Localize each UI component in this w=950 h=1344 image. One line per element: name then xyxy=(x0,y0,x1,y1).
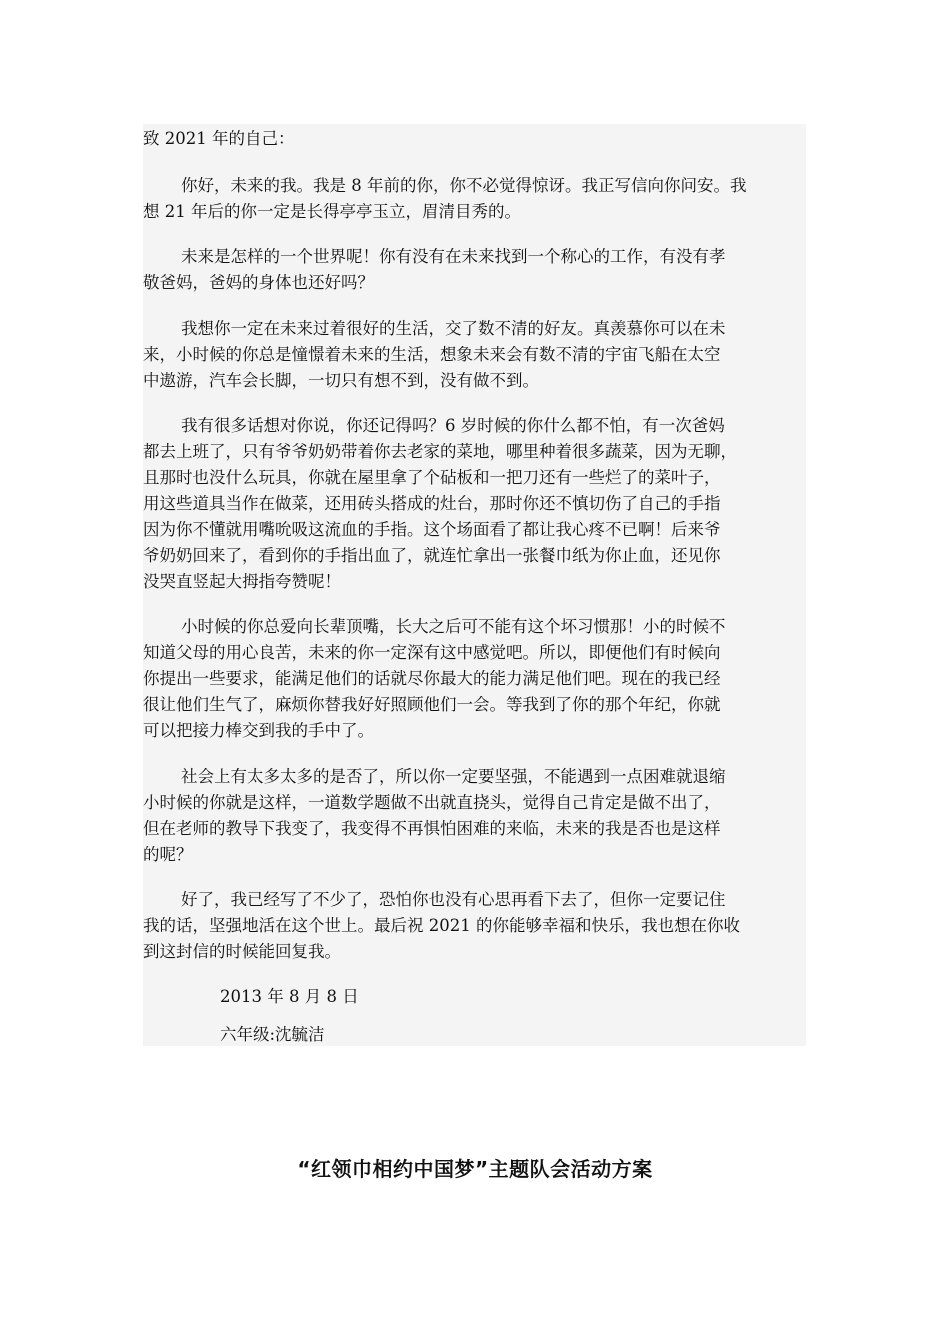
paragraph-line: 的呢？ xyxy=(143,845,193,864)
paragraph-line: 很让他们生气了，麻烦你替我好好照顾他们一会。等我到了你的那个年纪，你就 xyxy=(143,695,721,714)
paragraph-line: 小时候的你就是这样，一道数学题做不出就直挠头，觉得自己肯定是做不出了， xyxy=(143,793,721,812)
paragraph-line: 社会上有太多太多的是否了，所以你一定要坚强，不能遇到一点困难就退缩 xyxy=(181,767,726,786)
letter-date: 2013 年 8 月 8 日 xyxy=(220,987,359,1006)
paragraph-line: 我有很多话想对你说，你还记得吗？6 岁时候的你什么都不怕，有一次爸妈 xyxy=(181,416,725,435)
paragraph-line: 中遨游，汽车会长脚，一切只有想不到，没有做不到。 xyxy=(143,371,539,390)
letter-author: 六年级:沈毓洁 xyxy=(220,1025,325,1044)
letter-block xyxy=(143,124,806,1046)
paragraph-line: 知道父母的用心良苦，未来的你一定深有这中感觉吧。所以，即便他们有时候向 xyxy=(143,643,721,662)
paragraph-line: 小时候的你总爱向长辈顶嘴，长大之后可不能有这个坏习惯那！小的时候不 xyxy=(181,617,726,636)
paragraph-line: 到这封信的时候能回复我。 xyxy=(143,942,341,961)
paragraph-line: 好了，我已经写了不少了，恐怕你也没有心思再看下去了，但你一定要记住 xyxy=(181,890,726,909)
paragraph-line: 敬爸妈，爸妈的身体也还好吗？ xyxy=(143,273,374,292)
paragraph-line: 我想你一定在未来过着很好的生活，交了数不清的好友。真羡慕你可以在未 xyxy=(181,319,726,338)
paragraph-line: 因为你不懂就用嘴吮吸这流血的手指。这个场面看了都让我心疼不已啊！后来爷 xyxy=(143,520,721,539)
paragraph-line: 你提出一些要求，能满足他们的话就尽你最大的能力满足他们吧。现在的我已经 xyxy=(143,669,721,688)
paragraph-line: 我的话，坚强地活在这个世上。最后祝 2021 的你能够幸福和快乐，我也想在你收 xyxy=(143,916,740,935)
paragraph-line: 可以把接力棒交到我的手中了。 xyxy=(143,721,374,740)
section-title: “红领巾相约中国梦”主题队会活动方案 xyxy=(297,1157,653,1181)
paragraph-line: 想 21 年后的你一定是长得亭亭玉立，眉清目秀的。 xyxy=(143,202,521,221)
paragraph-line: 爷奶奶回来了，看到你的手指出血了，就连忙拿出一张餐巾纸为你止血，还见你 xyxy=(143,546,721,565)
paragraph-line: 且那时也没什么玩具，你就在屋里拿了个砧板和一把刀还有一些烂了的菜叶子， xyxy=(143,468,721,487)
paragraph-line: 没哭直竖起大拇指夸赞呢！ xyxy=(143,572,341,591)
paragraph-line: 用这些道具当作在做菜，还用砖头搭成的灶台，那时你还不慎切伤了自己的手指 xyxy=(143,494,721,513)
paragraph-line: 你好，未来的我。我是 8 年前的你，你不必觉得惊讶。我正写信向你问安。我 xyxy=(181,176,747,195)
paragraph-line: 未来是怎样的一个世界呢！你有没有在未来找到一个称心的工作，有没有孝 xyxy=(181,247,726,266)
paragraph-line: 但在老师的教导下我变了，我变得不再惧怕困难的来临，未来的我是否也是这样 xyxy=(143,819,721,838)
salutation: 致 2021 年的自己： xyxy=(143,129,295,148)
paragraph-line: 来，小时候的你总是憧憬着未来的生活，想象未来会有数不清的宇宙飞船在太空 xyxy=(143,345,721,364)
paragraph-line: 都去上班了，只有爷爷奶奶带着你去老家的菜地，哪里种着很多蔬菜，因为无聊， xyxy=(143,442,737,461)
